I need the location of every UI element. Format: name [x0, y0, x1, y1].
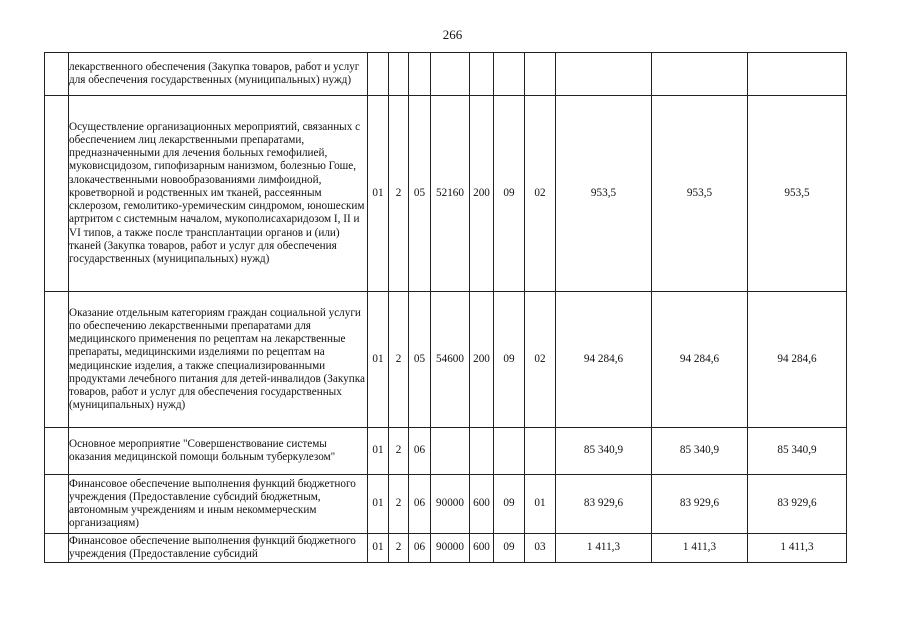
amount-cell: 83 929,6 [652, 475, 748, 534]
code-cell [431, 428, 470, 475]
code-cell: 52160 [431, 96, 470, 292]
code-cell: 03 [525, 534, 556, 563]
code-cell: 01 [368, 475, 389, 534]
code-cell: 90000 [431, 475, 470, 534]
code-cell: 600 [470, 534, 494, 563]
table-row [45, 53, 847, 96]
amount-cell: 953,5 [556, 96, 652, 292]
code-cell: 01 [525, 475, 556, 534]
description-cell: Финансовое обеспечение выполнения функций бюджетного учреждения (Предоставление субсидий [69, 534, 368, 563]
description-cell: Оказание отдельным категориям граждан социальной услуги по обеспечению лекарственными препаратами для медицинского применения по рецептам на лекарственные препараты, медицинскими изделиями по рецептам на медицинские изделия, а также специализированными продуктами лечебного питания для детей-инвалидов (Закупка товаров, работ и услуг для обеспечения государственных (муниципальных) нужд) [69, 292, 368, 428]
amount-cell: 94 284,6 [652, 292, 748, 428]
code-cell: 2 [389, 475, 409, 534]
amount-cell: 1 411,3 [748, 534, 847, 563]
table-row [45, 475, 847, 534]
code-cell: 01 [368, 428, 389, 475]
code-cell: 2 [389, 96, 409, 292]
code-cell: 01 [368, 292, 389, 428]
table-row [45, 96, 847, 292]
amount-cell: 1 411,3 [652, 534, 748, 563]
code-cell: 200 [470, 292, 494, 428]
blank-cell [45, 96, 69, 292]
table-row [45, 428, 847, 475]
amount-cell: 94 284,6 [748, 292, 847, 428]
code-cell [431, 53, 470, 96]
code-cell: 06 [409, 475, 431, 534]
code-cell: 09 [494, 292, 525, 428]
page-number: 266 [442, 27, 463, 42]
amount-cell [556, 53, 652, 96]
code-cell: 2 [389, 534, 409, 563]
code-cell: 2 [389, 292, 409, 428]
description-cell: Осуществление организационных мероприятий, связанных с обеспечением лиц лекарственными препаратами, предназначенными для лечения больных гемофилией, муковисцидозом, гипофизарным нанизмом, болезнью Гоше, злокачественными новообразованиями лимфоидной, кроветворной и родственных им тканей, рассеянным склерозом, гемолитико-уремическим синдромом, юношеским артритом с системным началом, мукополисахаридозом I, II и VI типов, а также после трансплантации органов и (или) тканей (Закупка товаров, работ и услуг для обеспечения государственных (муниципальных) нужд) [69, 96, 368, 292]
amount-cell: 1 411,3 [556, 534, 652, 563]
amount-cell: 85 340,9 [652, 428, 748, 475]
code-cell [494, 428, 525, 475]
code-cell [525, 53, 556, 96]
code-cell: 06 [409, 534, 431, 563]
description-cell: лекарственного обеспечения (Закупка товаров, работ и услуг для обеспечения государственных (муниципальных) нужд) [69, 53, 368, 96]
code-cell: 09 [494, 534, 525, 563]
code-cell [470, 428, 494, 475]
code-cell: 09 [494, 475, 525, 534]
table-row [45, 534, 847, 563]
amount-cell: 85 340,9 [748, 428, 847, 475]
code-cell: 01 [368, 96, 389, 292]
code-cell: 05 [409, 96, 431, 292]
amount-cell: 953,5 [652, 96, 748, 292]
code-cell [368, 53, 389, 96]
blank-cell [45, 475, 69, 534]
amount-cell: 94 284,6 [556, 292, 652, 428]
blank-cell [45, 534, 69, 563]
blank-cell [45, 53, 69, 96]
blank-cell [45, 428, 69, 475]
code-cell: 600 [470, 475, 494, 534]
code-cell: 02 [525, 292, 556, 428]
amount-cell: 83 929,6 [748, 475, 847, 534]
code-cell: 05 [409, 292, 431, 428]
code-cell [389, 53, 409, 96]
code-cell [525, 428, 556, 475]
amount-cell: 83 929,6 [556, 475, 652, 534]
code-cell [470, 53, 494, 96]
code-cell: 01 [368, 534, 389, 563]
amount-cell: 953,5 [748, 96, 847, 292]
code-cell: 2 [389, 428, 409, 475]
code-cell [494, 53, 525, 96]
code-cell: 90000 [431, 534, 470, 563]
amount-cell: 85 340,9 [556, 428, 652, 475]
budget-table [44, 52, 847, 563]
code-cell: 09 [494, 96, 525, 292]
table-row [45, 292, 847, 428]
code-cell: 54600 [431, 292, 470, 428]
amount-cell [652, 53, 748, 96]
code-cell: 02 [525, 96, 556, 292]
blank-cell [45, 292, 69, 428]
description-cell: Финансовое обеспечение выполнения функций бюджетного учреждения (Предоставление субсидий бюджетным, автономным учреждениям и иным некоммерческим организациям) [69, 475, 368, 534]
description-cell: Основное мероприятие "Совершенствование системы оказания медицинской помощи больным туберкулезом" [69, 428, 368, 475]
code-cell: 06 [409, 428, 431, 475]
code-cell [409, 53, 431, 96]
code-cell: 200 [470, 96, 494, 292]
amount-cell [748, 53, 847, 96]
